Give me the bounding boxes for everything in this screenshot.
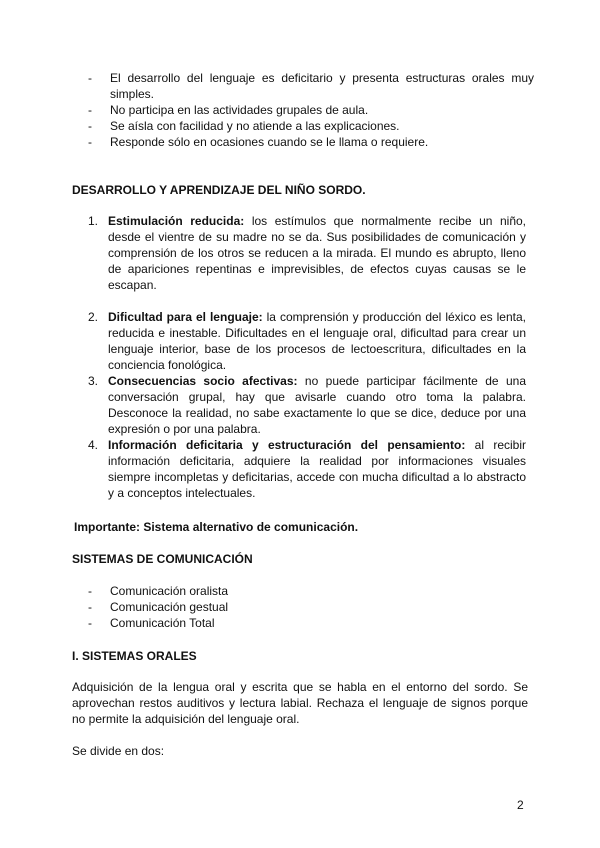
list-item [88, 583, 534, 599]
list-item [88, 70, 534, 102]
list-item [88, 102, 534, 118]
list-item-text: Comunicación oralista [110, 584, 229, 598]
numbered-item [88, 437, 526, 501]
list-item [88, 599, 534, 615]
top-bullet-list [88, 70, 534, 150]
bullet-marker: - [88, 103, 92, 117]
item-title: Consecuencias socio afectivas: [108, 374, 298, 388]
list-item [88, 134, 534, 150]
bullet-marker: - [88, 600, 92, 614]
bullet-marker: - [88, 616, 92, 630]
section-heading: I. SISTEMAS ORALES [72, 649, 197, 663]
numbered-list [88, 213, 526, 501]
list-item-text: Responde sólo en ocasiones cuando se le llama o requiere. [110, 135, 429, 149]
communication-list [88, 583, 534, 631]
paragraph: Adquisición de la lengua oral y escrita que se habla en el entorno del sordo. Se aprovechan restos auditivos y lectura labial. Rechaza el lenguaje de signos porque no permite la adquisición del lenguaje oral. [72, 680, 528, 726]
item-number: 2. [88, 310, 99, 324]
list-item-text: El desarrollo del lenguaje es deficitario y presenta estructuras orales muy simples. [110, 71, 534, 101]
list-item-text: Se aísla con facilidad y no atiende a las explicaciones. [110, 119, 400, 133]
list-item-text: Comunicación gestual [110, 600, 229, 614]
numbered-item [88, 309, 526, 373]
bullet-marker: - [88, 135, 92, 149]
list-item [88, 615, 534, 631]
bullet-marker: - [88, 584, 92, 598]
section-heading: SISTEMAS DE COMUNICACIÓN [72, 552, 253, 566]
bullet-marker: - [88, 71, 92, 85]
numbered-item [88, 213, 526, 293]
item-text: la comprensión y producción del léxico es lenta, reducida e inestable. Dificultades en el lenguaje oral, dificultad para crear un lenguaje interior, base de los procesos de lectoescritura, dificultades en la conciencia fonológica. [108, 310, 527, 372]
numbered-item [88, 373, 526, 437]
item-number: 3. [88, 374, 99, 388]
item-text: al recibir información deficitaria, adquiere la realidad por informaciones visuales siempre incompletas y deficitarias, accede con mucha dificultad a lo abstracto y a conceptos intelectuales. [108, 438, 526, 500]
paragraph: Se divide en dos: [72, 744, 165, 758]
page-number: 2 [517, 798, 524, 812]
item-number: 1. [88, 214, 99, 228]
item-text: no puede participar fácilmente de una conversación grupal, hay que avisarle cuando otro toma la palabra. Desconoce la realidad, no sabe exactamente lo que se dice, deduce por una expresión o por una palabra. [108, 374, 526, 436]
list-item-text: No participa en las actividades grupales de aula. [110, 103, 369, 117]
item-title: Dificultad para el lenguaje: [108, 310, 263, 324]
section-heading: DESARROLLO Y APRENDIZAJE DEL NIÑO SORDO. [72, 183, 366, 197]
list-item [88, 118, 534, 134]
item-number: 4. [88, 438, 99, 452]
list-item-text: Comunicación Total [110, 616, 215, 630]
item-title: Información deficitaria y estructuración del pensamiento: [108, 438, 466, 452]
bullet-marker: - [88, 119, 92, 133]
important-note: Importante: Sistema alternativo de comunicación. [74, 520, 359, 534]
item-text: los estímulos que normalmente recibe un niño, desde el vientre de su madre no se da. Sus posibilidades de comunicación y comprensión de los otros se reducen a la mirada. El mundo es abrupto, lleno de apariciones repentinas e imprevisibles, de efectos cuyas causas se le escapan. [108, 214, 526, 292]
item-title: Estimulación reducida: [108, 214, 245, 228]
